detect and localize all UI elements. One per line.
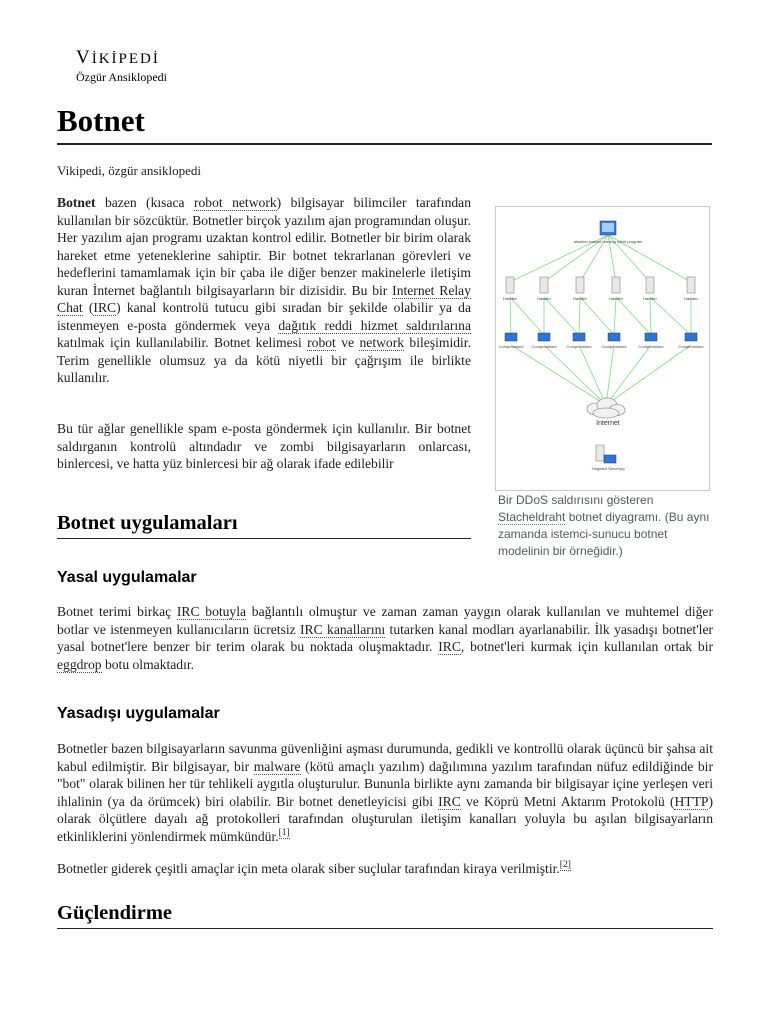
svg-text:Compromised: Compromised bbox=[531, 344, 557, 349]
citation-link[interactable]: [1] bbox=[278, 827, 290, 838]
site-logo[interactable] bbox=[76, 48, 167, 84]
svg-text:Compromised: Compromised bbox=[566, 344, 592, 349]
text-run: bileşimidir. Terim genellikle olumsuz ya da kötü niyetli bir çağrışım ile birlikte kullanılır. bbox=[57, 335, 471, 385]
inline-link[interactable]: Internet Relay Chat bbox=[57, 282, 472, 315]
text-run: Bu tür ağlar genellikle spam e-posta göndermek için kullanılır. Bir botnet saldırganın kontrolü altındadır ve zombi bilgisayarların onlarcası, binlercesi, ve hatta yüz binlercesi bir ağ olarak ifade edilebilir bbox=[57, 421, 471, 471]
target-server-icon bbox=[596, 445, 616, 463]
svg-text:attacker master running client: attacker master running client program bbox=[573, 239, 643, 244]
inline-link[interactable]: HTTP bbox=[674, 793, 709, 809]
inline-link[interactable]: robot network bbox=[193, 195, 277, 210]
text-run: ( bbox=[82, 300, 94, 315]
yasadisi-paragraph-1 bbox=[57, 740, 713, 845]
text-run: ve Köprü Metni Aktarım Protokolü ( bbox=[460, 793, 675, 809]
svg-text:Compromised: Compromised bbox=[601, 344, 627, 349]
bold-term: Botnet bbox=[57, 195, 96, 210]
inline-link[interactable]: IRC kanallarını bbox=[300, 621, 386, 637]
text-run: katılmak için kullanılabilir. Botnet kelimesi bbox=[57, 335, 308, 350]
text-run: tutarken kanal modları ayarlanabilir. İlk yasadışı botnet'ler yasal botnet'lere benzer bir terim olarak bu noktada oluşmaktadır. bbox=[57, 621, 713, 654]
svg-text:Handler: Handler bbox=[502, 296, 518, 301]
page-title: Botnet bbox=[57, 103, 712, 145]
yasal-paragraph bbox=[57, 603, 713, 673]
text-run: ve bbox=[335, 335, 360, 350]
subsection-heading-yasal: Yasal uygulamalar bbox=[57, 569, 197, 586]
inline-link[interactable]: network bbox=[359, 335, 405, 350]
master-computer-icon bbox=[600, 221, 616, 235]
intro-paragraph-2 bbox=[57, 420, 471, 473]
svg-text:Targeted Server(s): Targeted Server(s) bbox=[591, 466, 625, 471]
text-run: Botnetler bazen bilgisayarların savunma güvenliğini aşması durumunda, gedikli ve kontrollü olarak üçüncü bir şahsa ait kabul edilmiştir. Bir bilgisayar, bir bbox=[57, 741, 713, 774]
citation-link[interactable]: [2] bbox=[559, 860, 571, 871]
yasadisi-paragraph-2 bbox=[57, 860, 713, 878]
text-run: ) olarak ölçütlere dayalı ağ protokolleri tarafından oluşturulan iletişim kanalları yoluyla bu aşılan bilgisayarların etkinliklerini yönlendirmek mümkündür. bbox=[57, 793, 713, 844]
text-run: Botnet terimi birkaç bbox=[57, 604, 177, 619]
svg-text:Compromised: Compromised bbox=[638, 344, 664, 349]
intro-paragraph-1 bbox=[57, 194, 471, 387]
text-run: Bir DDoS saldırısını gösteren bbox=[498, 493, 654, 507]
inline-link[interactable]: Stacheldraht bbox=[498, 510, 566, 524]
inline-link[interactable]: robot bbox=[307, 335, 336, 350]
text-run: ) kanal kontrolü tutucu gibi sıradan bir şekilde olabilir ya da istenmeyen e-posta göndermek veya bbox=[57, 300, 471, 333]
section-heading-botnet-uygulamalari: Botnet uygulamaları bbox=[57, 510, 471, 539]
text-run: Botnetler giderek çeşitli amaçlar için meta olarak siber suçlular tarafından kiraya verilmiştir. bbox=[57, 861, 560, 876]
svg-text:Handler: Handler bbox=[642, 296, 658, 301]
section-heading-guclendirme: Güçlendirme bbox=[57, 900, 713, 929]
inline-link[interactable]: IRC bbox=[438, 793, 461, 809]
internet-cloud-icon bbox=[587, 398, 625, 418]
svg-text:Compromised: Compromised bbox=[678, 344, 704, 349]
logo-tagline: Özgür Ansiklopedi bbox=[76, 70, 167, 84]
svg-text:Handler: Handler bbox=[572, 296, 588, 301]
svg-text:Handler: Handler bbox=[608, 296, 624, 301]
inline-link[interactable]: IRC bbox=[93, 300, 117, 315]
figure-caption bbox=[498, 492, 712, 560]
inline-link[interactable]: malware bbox=[253, 758, 301, 774]
subsection-heading-yasadisi: Yasadışı uygulamalar bbox=[57, 705, 220, 722]
svg-text:Internet: Internet bbox=[596, 420, 620, 427]
text-run: ) bilgisayar bilimciler tarafından kullanılan bir sözcüktür. Botnetler birçok yazılım ajan programından oluşur. Her yazılım ajan programı uzaktan kontrol edilir. Botnetler bir birim olarak hareket etme yeteneklerine sahiptir. Bir botnet tekrarlanan görevleri ve hedeflerini tamamlamak için bir çaba ile diğer benzer makinelerle iletişim kuran İnternet bağlantılı bilgisayarların bir dizisidir. Bu bir bbox=[57, 195, 472, 298]
text-run: , botnet'leri kurmak için kullanılan ortak bir bbox=[460, 639, 713, 654]
inline-link[interactable]: dağıtık reddi hizmet saldırılarına bbox=[278, 317, 471, 333]
text-run: botnet diyagramı. (Bu aynı zamanda istemci-sunucu botnet modelinin bir örneğidir.) bbox=[498, 510, 710, 558]
stacheldraht-diagram bbox=[496, 207, 709, 490]
inline-link[interactable]: IRC bbox=[438, 639, 461, 654]
text-run: bağlantılı olmuştur ve zaman zaman yaygın olarak kullanılan ve muhtemel diğer botlar ve istenmeyen kullanıcıların ücretsiz bbox=[57, 604, 713, 637]
botnet-diagram-figure[interactable] bbox=[495, 206, 710, 491]
text-run: bazen (kısaca bbox=[95, 195, 194, 210]
svg-text:Compromised: Compromised bbox=[498, 344, 524, 349]
svg-text:Handler: Handler bbox=[683, 296, 699, 301]
svg-text:Handler: Handler bbox=[536, 296, 552, 301]
inline-link[interactable]: eggdrop bbox=[57, 656, 102, 672]
text-run: (kötü amaçlı yazılım) dağılımına yazılım tarafından nüfuz edildiğinde bir "bot" olarak bilinen her tür tehlikeli aygıtla oluşturulur. Bununla birlikte aynı zamanda bir bilgisayar içine yerleşen veri ihlalinin (ya da örümcek) biri olabilir. Bir botnet denetleyicisi gibi bbox=[57, 758, 713, 809]
inline-link[interactable]: IRC botuyla bbox=[176, 604, 247, 619]
logo-wordmark: VİKİPEDİ bbox=[76, 47, 160, 68]
text-run: botu olmaktadır. bbox=[101, 656, 195, 672]
site-tagline: Vikipedi, özgür ansiklopedi bbox=[57, 163, 201, 178]
